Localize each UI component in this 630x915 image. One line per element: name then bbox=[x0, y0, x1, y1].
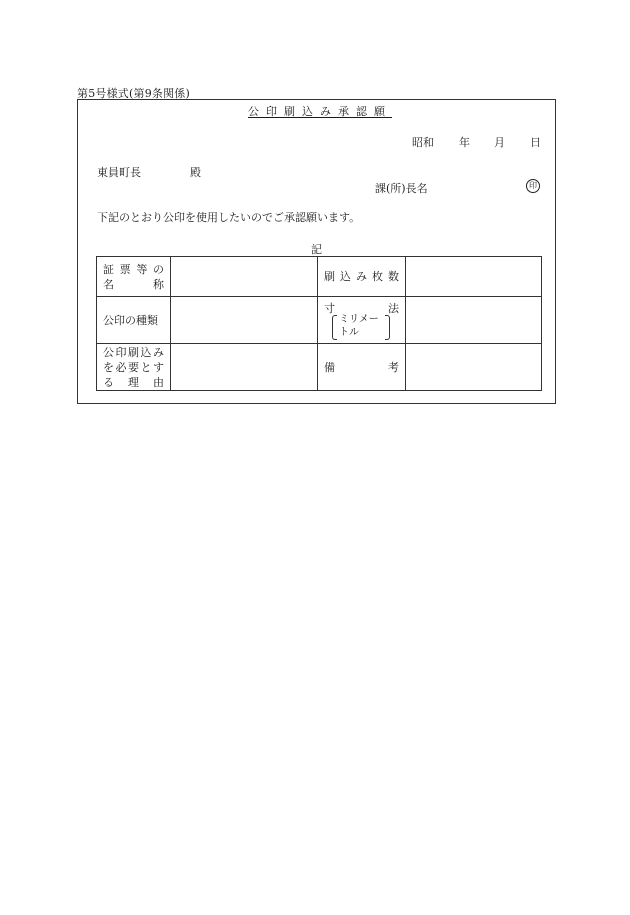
form-number-label: 第5号様式(第9条関係) bbox=[77, 87, 190, 100]
table-row bbox=[97, 257, 542, 297]
seal-type-cell[interactable] bbox=[171, 297, 318, 344]
approval-table bbox=[96, 256, 542, 391]
document-name-cell[interactable] bbox=[171, 257, 318, 297]
date-era: 昭和 bbox=[412, 136, 434, 149]
reason-label: 公印刷込み を必要とす る理由 bbox=[97, 344, 171, 391]
document-name-label: 証票等の 名称 bbox=[97, 257, 171, 297]
dimension-cell[interactable] bbox=[406, 297, 542, 344]
table-row bbox=[97, 297, 542, 344]
date-day: 日 bbox=[530, 136, 541, 149]
print-count-label: 刷込み枚数 bbox=[318, 257, 406, 297]
date-month: 月 bbox=[494, 136, 505, 149]
honorific: 殿 bbox=[190, 166, 201, 179]
form-frame bbox=[77, 99, 556, 404]
date-year: 年 bbox=[459, 136, 470, 149]
seal-icon: 印 bbox=[526, 179, 540, 193]
dimension-label: 寸法 ミリメー トル bbox=[318, 297, 406, 344]
table-row bbox=[97, 344, 542, 391]
remarks-label: 備考 bbox=[318, 344, 406, 391]
form-title: 公印刷込み承認願 bbox=[248, 105, 392, 118]
ki-heading: 記 bbox=[311, 243, 322, 256]
unit-bracket: ミリメー トル bbox=[332, 314, 390, 340]
addressee: 東員町長 bbox=[97, 166, 141, 179]
print-count-cell[interactable] bbox=[406, 257, 542, 297]
applicant-name-label: 課(所)長名 bbox=[375, 182, 428, 195]
request-text: 下記のとおり公印を使用したいのでご承認願います。 bbox=[97, 211, 361, 224]
remarks-cell[interactable] bbox=[406, 344, 542, 391]
reason-cell[interactable] bbox=[171, 344, 318, 391]
seal-type-label: 公印の種類 bbox=[97, 297, 171, 344]
